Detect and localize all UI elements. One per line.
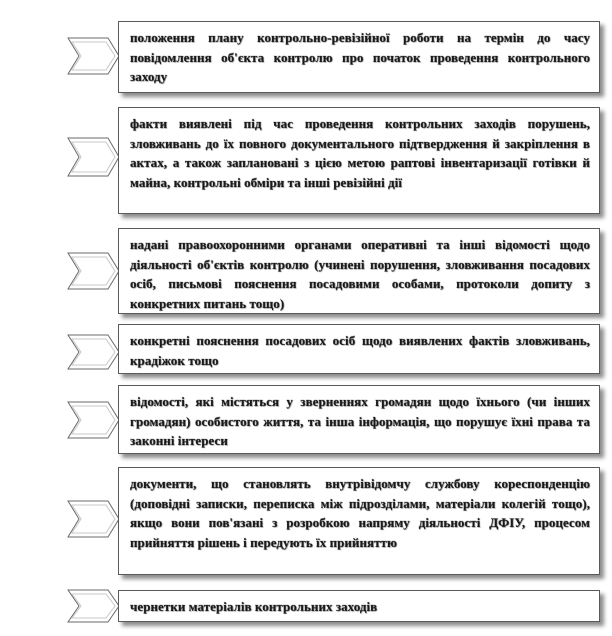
list-item	[118, 324, 600, 374]
list-item-text: надані правоохоронними органами оперативні та інші відомості щодо діяльності об'єктів контролю (учинені порушення, зловживання посадових осіб, письмові пояснення посадовими особами, протоколи допиту з конкретних питань тощо)	[130, 237, 590, 311]
chevron-arrow-icon	[64, 249, 120, 293]
chevron-arrow-icon	[64, 586, 120, 626]
list-item-text: конкретні пояснення посадових осіб щодо виявлених фактів зловживань, крадіжок тощо	[130, 333, 590, 368]
chevron-arrow-icon	[64, 497, 120, 541]
list-item-text: чернетки матеріалів контрольних заходів	[130, 599, 378, 614]
chevron-arrow-icon	[64, 134, 120, 180]
list-item	[118, 21, 600, 93]
chevron-arrow-icon	[64, 398, 120, 442]
list-item	[118, 590, 600, 622]
list-item-text: відомості, які містяться у зверненнях громадян щодо їхнього (чи інших громадян) особистого життя, та інша інформація, що порушує їхні права та законні інтереси	[130, 394, 590, 448]
chevron-arrow-icon	[64, 331, 120, 373]
list-item	[118, 467, 600, 575]
list-item-text: положення плану контрольно-ревізійної роботи на термін до часу повідомлення об'єкта контролю про початок проведення контрольного заходу	[130, 30, 590, 84]
list-item-text: факти виявлені під час проведення контрольних заходів порушень, зловживань до їх повного документального підтвердження й закріплення в актах, а також заплановані з цією метою раптові інвентаризації готівки й майна, контрольні обміри та інші ревізійні дії	[130, 116, 590, 190]
list-item	[118, 228, 600, 314]
chevron-arrow-icon	[64, 34, 120, 78]
list-item-text: документи, що становлять внутрівідомчу службову кореспонденцію (доповідні записки, переписка між підрозділами, матеріали колегій тощо), якщо вони пов'язані з розробкою напряму діяльності ДФІУ, процесом прийняття рішень і передують їх прийняттю	[130, 476, 590, 550]
list-item	[118, 385, 600, 454]
list-item	[118, 107, 600, 214]
